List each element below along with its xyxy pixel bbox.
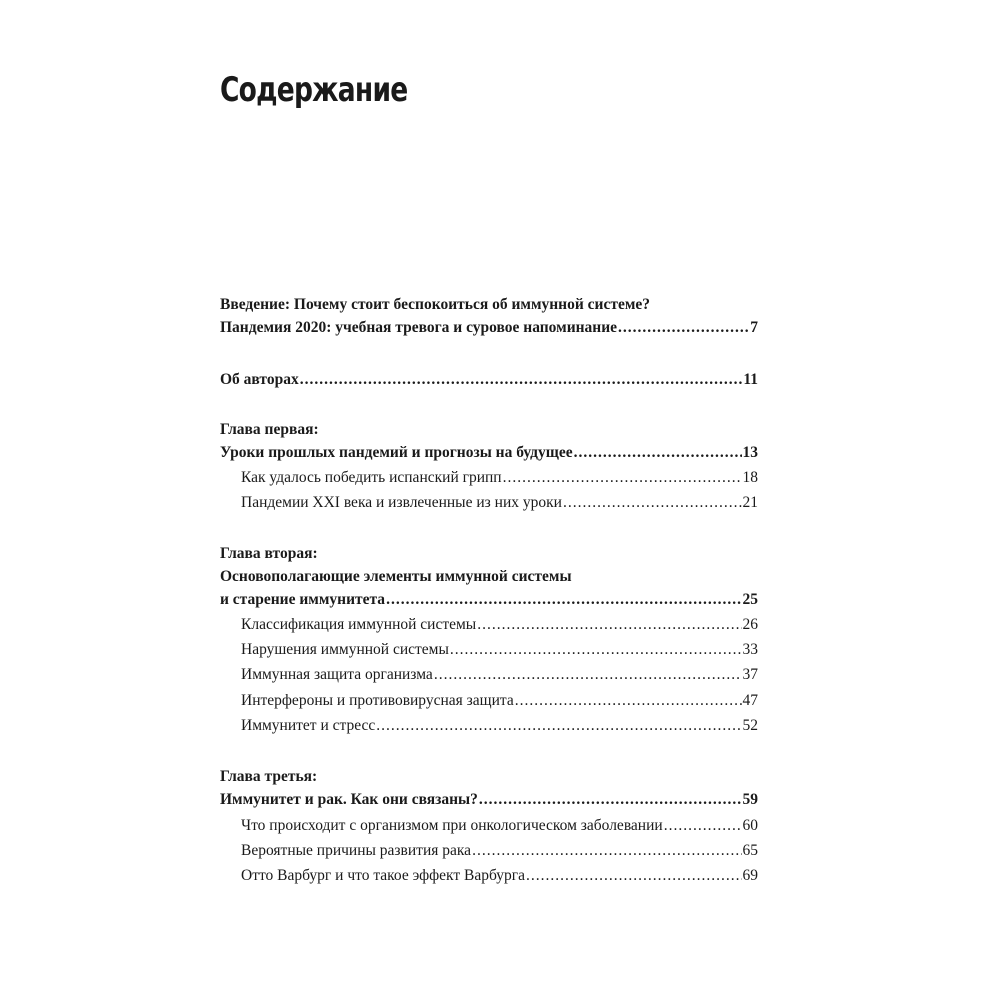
toc-intro-line1[interactable] [220, 293, 758, 317]
dot-leader [300, 368, 743, 392]
toc-authors-title: Об авторах [220, 371, 299, 388]
dot-leader [526, 864, 741, 888]
toc-section[interactable] [241, 714, 758, 738]
toc-section-page: 33 [742, 641, 758, 658]
toc-chapter1-title: Уроки прошлых пандемий и прогнозы на будущее [220, 444, 573, 461]
toc-section-title: Пандемии XXI века и извлеченные из них уроки [241, 494, 562, 511]
toc-chapter2-title-line2: и старение иммунитета [220, 591, 386, 608]
dot-leader [450, 638, 742, 662]
toc-section-title: Вероятные причины развития рака [241, 842, 472, 859]
toc-section-page: 18 [742, 469, 758, 486]
toc-section-page: 60 [742, 817, 758, 834]
toc-section-title: Иммунитет и стресс [241, 717, 376, 734]
dot-leader [479, 788, 742, 812]
toc-section[interactable] [241, 638, 758, 662]
toc-chapter2-label: Глава вторая: [220, 545, 318, 562]
toc-chapter3[interactable] [220, 788, 758, 812]
toc-section-page: 37 [742, 666, 758, 683]
toc-section-page: 65 [742, 842, 758, 859]
toc-chapter3-page: 59 [742, 791, 758, 808]
dot-leader [434, 663, 742, 687]
toc-section-title: Классификация иммунной системы [241, 616, 477, 633]
toc-section-title: Иммунная защита организма [241, 666, 433, 683]
toc-chapter2-title-line1: Основополагающие элементы иммунной системы [220, 568, 572, 585]
toc-authors-page: 11 [743, 371, 758, 388]
toc-chapter2-page: 25 [742, 591, 758, 608]
dot-leader [563, 491, 742, 515]
toc-section-page: 47 [742, 692, 758, 709]
toc-chapter2-line1[interactable] [220, 565, 758, 589]
toc-section-title: Как удалось победить испанский грипп [241, 469, 502, 486]
toc-section[interactable] [241, 663, 758, 687]
toc-section[interactable] [241, 814, 758, 838]
toc-intro-title-line1: Введение: Почему стоит беспокоиться об иммунной системе? [220, 296, 651, 313]
toc-chapter2[interactable] [220, 588, 758, 612]
toc-section[interactable] [241, 689, 758, 713]
toc-section-page: 69 [742, 867, 758, 884]
toc-chapter1[interactable] [220, 441, 758, 465]
dot-leader [503, 466, 742, 490]
toc-section[interactable] [241, 491, 758, 515]
toc-section[interactable] [241, 613, 758, 637]
toc-section-title: Что происходит с организмом при онкологическом заболевании [241, 817, 663, 834]
dot-leader [472, 839, 741, 863]
toc-chapter3-label: Глава третья: [220, 768, 318, 785]
toc-intro-page: 7 [750, 319, 758, 336]
dot-leader [618, 316, 749, 340]
toc-section-title: Отто Варбург и что такое эффект Варбурга [241, 867, 526, 884]
toc-section-page: 26 [742, 616, 758, 633]
dot-leader [386, 588, 741, 612]
toc-chapter3-title: Иммунитет и рак. Как они связаны? [220, 791, 478, 808]
toc-section[interactable] [241, 839, 758, 863]
toc-chapter1-label: Глава первая: [220, 421, 319, 438]
dot-leader [376, 714, 741, 738]
page-title: Содержание [220, 70, 408, 110]
toc-section-title: Нарушения иммунной системы [241, 641, 449, 658]
toc-intro-line2[interactable] [220, 316, 758, 340]
dot-leader [477, 613, 741, 637]
toc-section-page: 21 [742, 494, 758, 511]
toc-section[interactable] [241, 864, 758, 888]
toc-intro-title-line2: Пандемия 2020: учебная тревога и суровое напоминание [220, 319, 618, 336]
toc-chapter1-page: 13 [742, 444, 758, 461]
toc-section[interactable] [241, 466, 758, 490]
toc-section-title: Интерфероны и противовирусная защита [241, 692, 514, 709]
toc-authors[interactable] [220, 368, 758, 392]
dot-leader [574, 441, 742, 465]
toc-section-page: 52 [742, 717, 758, 734]
dot-leader [664, 814, 742, 838]
dot-leader [515, 689, 742, 713]
